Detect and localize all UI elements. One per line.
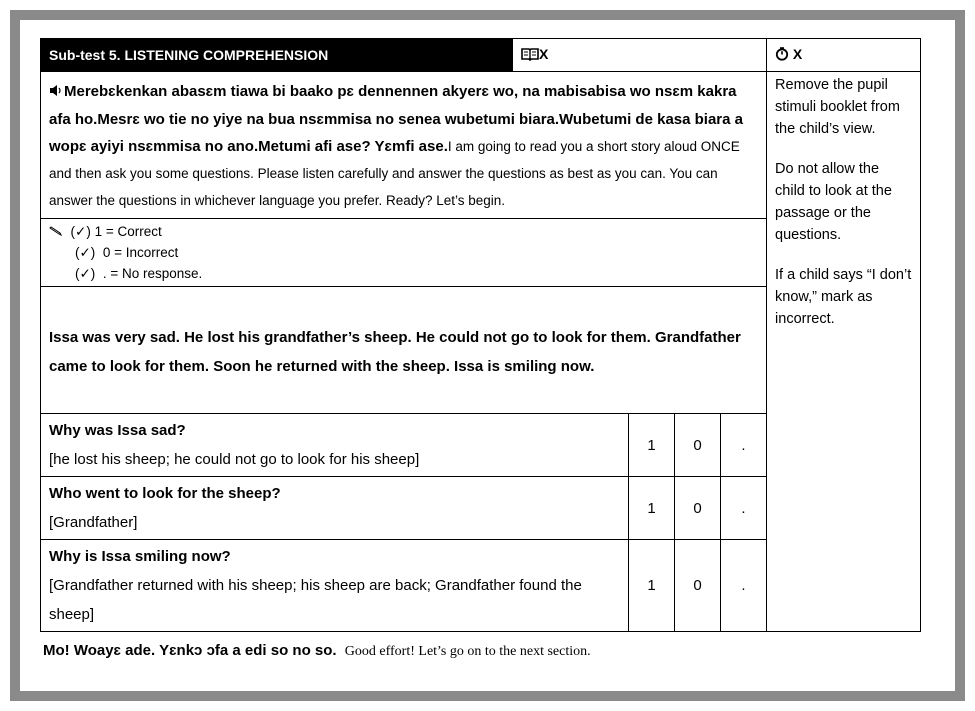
score-0-option[interactable]: 0 [675,540,721,632]
question-2: Who went to look for the sheep? [Grandfather] [41,477,629,540]
footer-local: Mo! Woayɛ ade. Yɛnkɔ ɔfa a edi so no so. [43,642,337,659]
local-instructions: Merebɛkenkan abasɛm tiawa bi baako pɛ dennennen akyerɛ wo, na mabisabisa wo nsɛm kakra afa ho.Mesrɛ wo tie no yiye na bua nsɛmmisa no senea wubetumi biara.Wubetumi de kasa biara a wopɛ ayiyi nsɛmmisa no ano.Metumi afi ase? Yɛmfi ase. [49,83,743,155]
footer-encouragement [43,642,591,660]
instructions-cell [41,72,767,219]
key-incorrect: 0 = Incorrect [102,245,179,261]
footer-english: Good effort! Let’s go on to the next section. [344,644,591,659]
story-passage: Issa was very sad. He lost his grandfather’s sheep. He could not go to look for them. Grandfather came to look for them. Soon he returned with the sheep. Issa is smiling now. [41,287,767,414]
book-label: X [539,46,549,63]
open-book-icon [521,47,539,64]
key-correct: 1 = Correct [94,223,162,239]
score-1-option[interactable]: 1 [629,477,675,540]
score-none-option[interactable]: . [721,477,767,540]
listening-comprehension-sheet [40,38,921,632]
note-dont-know: If a child says “I don’t know,” mark as incorrect. [775,267,912,327]
pencil-icon [49,221,63,242]
administrator-notes [767,72,921,632]
book-header [513,39,767,72]
note-no-look: Do not allow the child to look at the passage or the questions. [775,161,892,243]
timer-header [767,39,921,72]
score-1-option[interactable]: 1 [629,540,675,632]
score-0-option[interactable]: 0 [675,477,721,540]
speaker-icon [49,79,64,106]
score-0-option[interactable]: 0 [675,414,721,477]
answer-3: [Grandfather returned with his sheep; his sheep are back; Grandfather found the sheep] [49,577,582,624]
subtest-title: Sub-test 5. LISTENING COMPREHENSION [41,39,513,72]
scoring-key: (✓) 1 = Correct (✓) 0 = Incorrect (✓) . = No response. [41,218,767,287]
key-no-response: . = No response. [102,266,203,282]
note-remove-booklet: Remove the pupil stimuli booklet from the child’s view. [775,77,900,137]
question-1: Why was Issa sad? [he lost his sheep; he could not go to look for his sheep] [41,414,629,477]
timer-label: X [792,46,803,63]
score-1-option[interactable]: 1 [629,414,675,477]
answer-1: [he lost his sheep; he could not go to look for his sheep] [49,451,420,469]
stopwatch-icon [775,47,789,64]
answer-2: [Grandfather] [49,514,138,532]
score-none-option[interactable]: . [721,540,767,632]
score-none-option[interactable]: . [721,414,767,477]
question-3: Why is Issa smiling now? [Grandfather returned with his sheep; his sheep are back; Grandfather found the sheep] [41,540,629,632]
english-instructions: I am going to read you a short story aloud ONCE and then ask you some questions. Please listen carefully and answer the questions as best as you can. You can answer the questions in whichever language you prefer. Ready? Let’s begin. [49,138,740,208]
